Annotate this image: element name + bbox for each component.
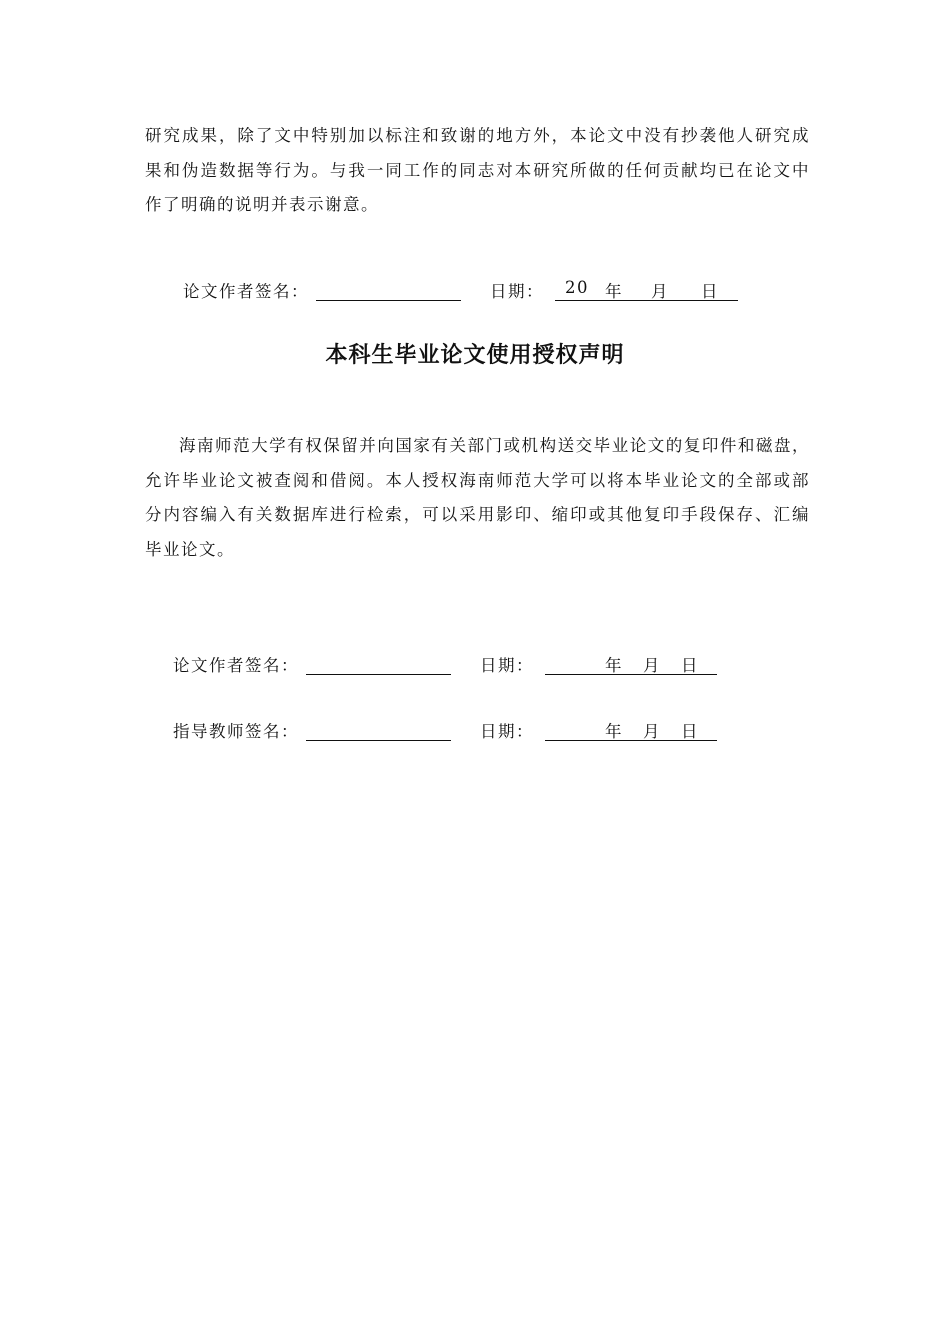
author-signature-field[interactable] bbox=[316, 278, 461, 301]
date-year-prefix: 20 bbox=[565, 278, 589, 297]
date-year-unit: 年 bbox=[605, 282, 623, 301]
advisor-signature-label: 指导教师签名： bbox=[173, 722, 299, 741]
date-month-unit: 月 bbox=[643, 722, 661, 741]
date-label: 日期： bbox=[490, 282, 544, 301]
date-day-unit: 日 bbox=[701, 282, 719, 301]
advisor-signature-row bbox=[173, 718, 733, 742]
date-label: 日期： bbox=[480, 656, 534, 675]
date-year-unit: 年 bbox=[605, 656, 623, 675]
author-signature-label: 论文作者签名： bbox=[183, 282, 309, 301]
author-signature-label: 论文作者签名： bbox=[173, 656, 299, 675]
date-day-unit: 日 bbox=[681, 722, 699, 741]
date-day-unit: 日 bbox=[681, 656, 699, 675]
advisor-signature-field[interactable] bbox=[306, 718, 451, 741]
page-title: 本科生毕业论文使用授权声明 bbox=[325, 343, 625, 368]
date-year-unit: 年 bbox=[605, 722, 623, 741]
author-signature-field[interactable] bbox=[306, 652, 451, 675]
author-signature-row-1 bbox=[183, 278, 743, 302]
authorization-paragraph: 海南师范大学有权保留并向国家有关部门或机构送交毕业论文的复印件和磁盘，允许毕业论文被查阅和借阅。本人授权海南师范大学可以将本毕业论文的全部或部分内容编入有关数据库进行检索，可以采用影印、缩印或其他复印手段保存、汇编毕业论文。 bbox=[145, 436, 810, 559]
date-label: 日期： bbox=[480, 722, 534, 741]
originality-paragraph: 研究成果，除了文中特别加以标注和致谢的地方外，本论文中没有抄袭他人研究成果和伪造数据等行为。与我一同工作的同志对本研究所做的任何贡献均已在论文中作了明确的说明并表示谢意。 bbox=[145, 126, 810, 214]
author-signature-row-2 bbox=[173, 652, 733, 676]
date-month-unit: 月 bbox=[651, 282, 669, 301]
date-month-unit: 月 bbox=[643, 656, 661, 675]
